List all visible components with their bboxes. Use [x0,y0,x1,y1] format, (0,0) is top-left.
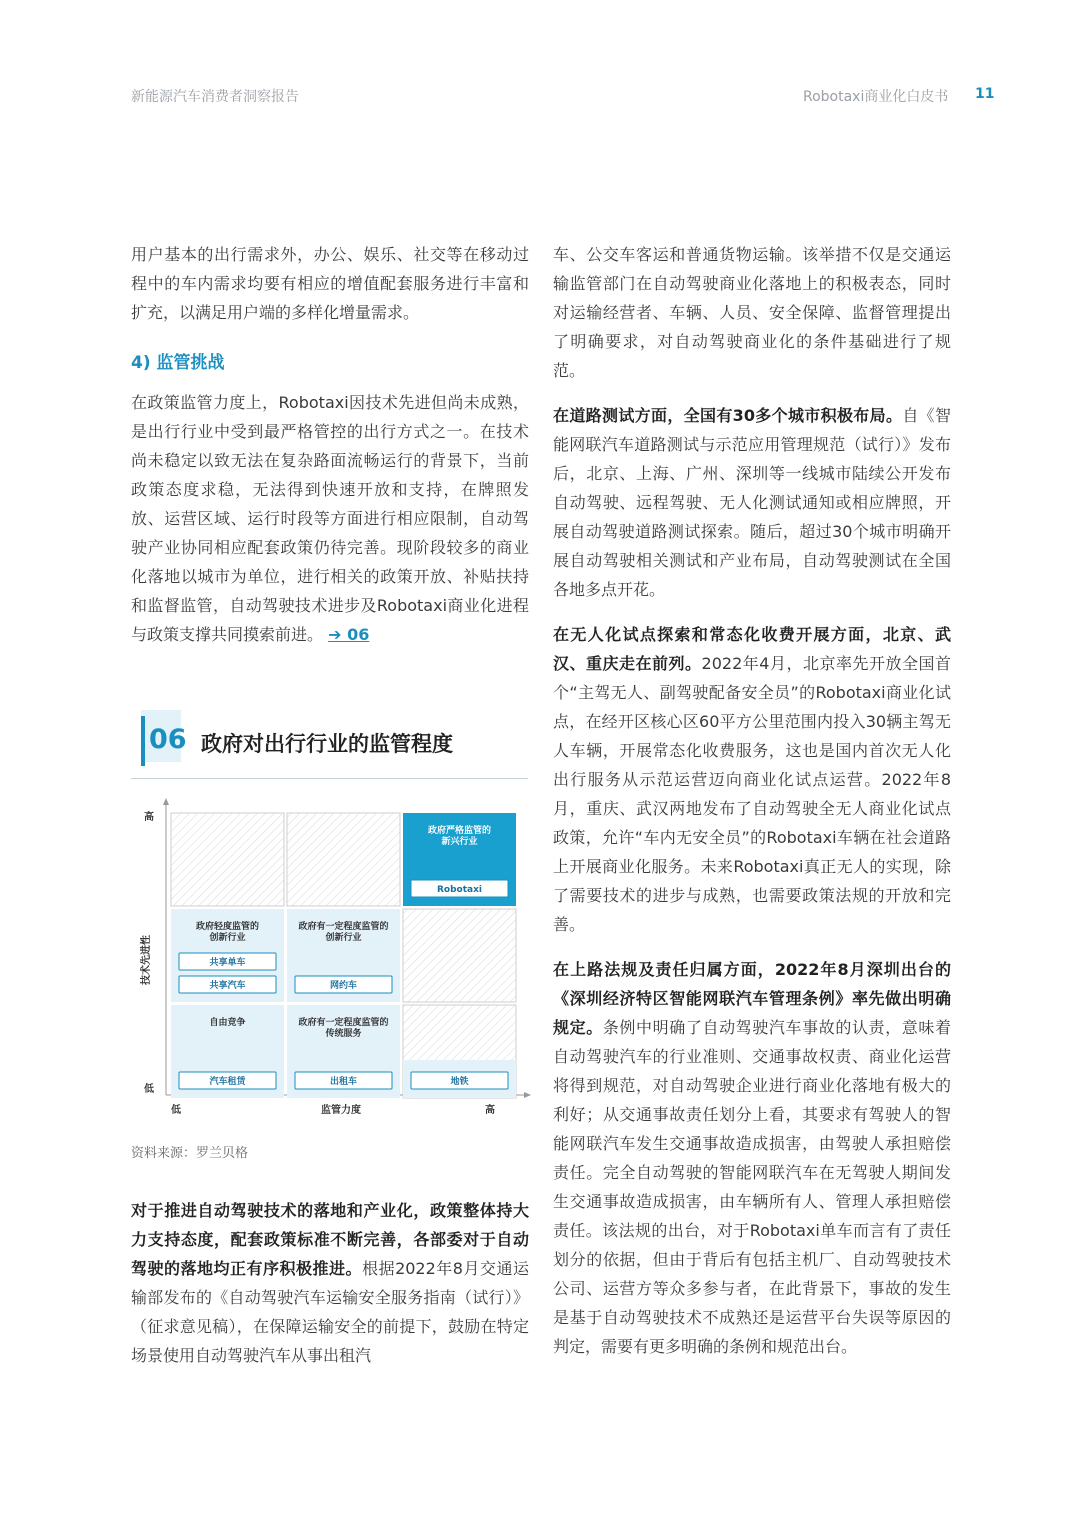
figure-header [131,710,528,779]
paragraph-text: 在政策监管力度上，Robotaxi因技术先进但尚未成熟，是出行行业中受到最严格管控的出行方式之一。在技术尚未稳定以致无法在复杂路面流畅运行的背景下，当前政策态度求稳，无法得到快速开放和支持，在牌照发放、运营区域、运行时段等方面进行相应限制，自动驾驶产业协同相应配套政策仍待完善。现阶段较多的商业化落地以城市为单位，进行相关的政策开放、补贴扶持和监督监管，自动驾驶技术进步及Robotaxi商业化进程与政策支撑共同摸索前进。 [131,393,529,644]
x-axis-arrow [524,1092,531,1098]
figure-source: 资料来源：罗兰贝格 [131,1146,249,1161]
cell-category-label: 政府有一定程度监管的 [298,1018,389,1028]
y-axis-title: 技术先进性 [141,935,152,985]
cell-item-label: 汽车租赁 [209,1077,246,1087]
paragraph [131,388,529,649]
cell-item-label: 共享单车 [209,958,246,968]
bottom-left-paragraph [131,1196,529,1370]
right-column [553,240,951,1361]
paragraph [553,955,951,1361]
x-high-label: 高 [485,1105,495,1116]
empty-cell [287,813,400,906]
figure-title: 政府对出行行业的监管程度 [201,732,453,756]
cell-category-label: 创新行业 [325,933,362,943]
page-number: 11 [975,86,995,102]
cell-item-label: 网约车 [329,981,358,991]
section-heading: 4) 监管挑战 [131,353,225,373]
figure-accent-line [141,716,145,766]
paragraph-text: 条例中明确了自动驾驶汽车事故的认责，意味着自动驾驶汽车的行业准则、交通事故权责、商业化运营将得到规范，对自动驾驶企业进行商业化落地有极大的利好；从交通事故责任划分上看，其要求有驾驶人的智能网联汽车发生交通事故造成损害，由驾驶人承担赔偿责任。完全自动驾驶的智能网联汽车在无驾驶人期间发生交通事故造成损害，由车辆所有人、管理人承担赔偿责任。该法规的出台，对于Robotaxi单车而言有了责任划分的依据，但由于背后有包括主机厂、自动驾驶技术公司、运营方等众多参与者，在此背景下，事故的发生是基于自动驾驶技术不成熟还是运营平台失误等原因的判定，需要有更多明确的条例和规范出台。 [553,1018,951,1356]
cell-category-label: 创新行业 [209,933,246,943]
paragraph-text: 根据2022年8月交通运输部发布的《自动驾驶汽车运输安全服务指南（试行）》（征求意见稿），在保障运输安全的前提下，鼓励在特定场景使用自动驾驶汽车从事出租汽 [131,1259,529,1365]
bold-lead: 在道路测试方面，全国有30多个城市积极布局。 [553,406,903,425]
x-low-label: 低 [171,1105,181,1116]
cell-category-label: 政府轻度监管的 [195,922,260,932]
cell-item-label: 地铁 [450,1077,469,1087]
cell-category-label: 新兴行业 [441,837,478,847]
paragraph-text: 2022年4月，北京率先开放全国首个“主驾无人、副驾驶配备安全员”的Robotaxi商业化试点，在经开区核心区60平方公里范围内投入30辆主驾无人车辆，开展常态化收费服务，这也是国内首次无人化出行服务从示范运营迈向商业化试点运营。2022年8月，重庆、武汉两地发布了自动驾驶全无人商业化试点政策，允许“车内无安全员”的Robotaxi车辆在社会道路上开展商业化服务。未来Robotaxi真正无人的实现，除了需要技术的进步与成熟，也需要政策法规的开放和完善。 [553,654,951,934]
report-title: 新能源汽车消费者洞察报告 [131,89,299,105]
figure-link[interactable]: ➔ 06 [328,625,370,644]
whitepaper-title: Robotaxi商业化白皮书 [803,89,949,105]
cell-category-label: 自由竞争 [209,1018,246,1028]
figure-number: 06 [149,724,187,755]
x-axis-title: 监管力度 [321,1105,361,1116]
paragraph: 用户基本的出行需求外，办公、娱乐、社交等在移动过程中的车内需求均要有相应的增值配套服务进行丰富和扩充，以满足用户端的多样化增量需求。 [131,245,529,322]
y-high-label: 高 [144,812,154,823]
cell-item-label: 共享汽车 [209,981,246,991]
cell-category-label: 政府严格监管的 [427,826,492,836]
empty-cell [171,813,284,906]
bold-lead: 在上路法规及责任归属方面，2022年8月深圳出台的《深圳经济特区智能网联汽车管理条例》率先做出明确规定。 [553,960,951,1037]
left-column [131,240,529,649]
bold-lead: 在无人化试点探索和常态化收费开展方面，北京、武汉、重庆走在前列。 [553,625,951,673]
y-low-label: 低 [144,1084,154,1095]
bold-lead: 对于推进自动驾驶技术的落地和产业化，政策整体持大力支持态度，配套政策标准不断完善，各部委对于自动驾驶的落地均正有序积极推进。 [131,1201,529,1278]
cell-item-label: Robotaxi [436,885,483,895]
paragraph: 车、公交车客运和普通货物运输。该举措不仅是交通运输监管部门在自动驾驶商业化落地上的积极表态，同时对运输经营者、车辆、人员、安全保障、监督管理提出了明确要求，对自动驾驶商业化的条件基础进行了规范。 [553,245,951,380]
cell-category-label: 传统服务 [325,1029,362,1039]
paragraph [553,620,951,939]
cell-item-label: 出租车 [329,1077,358,1087]
regulation-matrix-chart [131,795,531,1125]
y-axis-arrow [163,798,169,805]
empty-cell [403,909,516,1002]
paragraph-text: 自《智能网联汽车道路测试与示范应用管理规范（试行）》发布后，北京、上海、广州、深圳等一线城市陆续公开发布自动驾驶、远程驾驶、无人化测试通知或相应牌照，开展自动驾驶道路测试探索。随后，超过30个城市明确开展自动驾驶相关测试和产业布局，自动驾驶测试在全国各地多点开花。 [553,406,951,599]
paragraph [553,401,951,604]
cell-category-label: 政府有一定程度监管的 [298,922,389,932]
